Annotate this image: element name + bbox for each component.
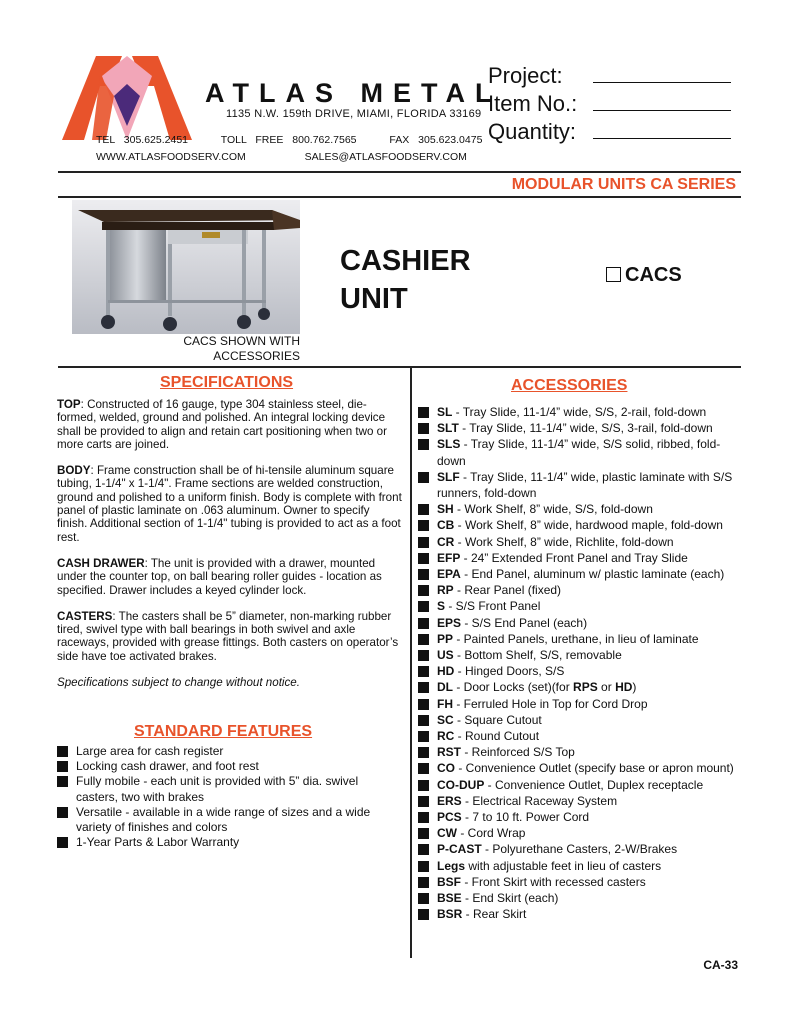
checkbox-icon <box>418 618 429 629</box>
accessory-item <box>418 777 743 793</box>
fax: FAX 305.623.0475 <box>389 134 483 146</box>
product-photo <box>72 200 300 334</box>
project-form <box>488 62 731 146</box>
checkbox-icon <box>418 682 429 693</box>
accessory-text: PP - Painted Panels, urethane, in lieu of laminate <box>437 631 699 646</box>
accessories-list <box>418 404 743 923</box>
accessory-item <box>418 517 743 533</box>
accessory-item <box>418 420 743 436</box>
accessory-item <box>418 550 743 566</box>
checkbox-icon <box>418 861 429 872</box>
checkbox-icon <box>418 763 429 774</box>
checkbox[interactable] <box>606 267 621 282</box>
list-item: 1-Year Parts & Labor Warranty <box>57 835 402 850</box>
accessory-item <box>418 825 743 841</box>
checkbox-icon <box>418 893 429 904</box>
accessory-text: BSF - Front Skirt with recessed casters <box>437 874 646 889</box>
checkbox-icon <box>418 796 429 807</box>
accessory-item <box>418 679 743 695</box>
checkbox-icon <box>418 909 429 920</box>
contact-web <box>96 151 523 163</box>
checkbox-icon <box>418 666 429 677</box>
product-title <box>340 242 471 318</box>
accessory-item <box>418 858 743 874</box>
list-item: Fully mobile - each unit is provided with 5” dia. swivel casters, two with brakes <box>57 774 402 804</box>
accessory-item <box>418 809 743 825</box>
checkbox-icon <box>418 812 429 823</box>
spec-item: BODY: Frame construction shall be of hi-tensile aluminum square tubing, 1-1/4" x 1-1/4". Frame sections are welded construction, ground and polished to a uniform finish. Body is complete with front panel of plastic laminate on .063 aluminum. Owner to specify finish. Additional section of 1-1/4" tubing is provided to act as a foot rest. <box>57 464 402 544</box>
accessory-text: HD - Hinged Doors, S/S <box>437 664 565 679</box>
accessory-item <box>418 501 743 517</box>
checkbox-icon <box>418 780 429 791</box>
photo-caption <box>160 334 300 364</box>
accessory-text: SLT - Tray Slide, 11-1/4” wide, S/S, 3-rail, fold-down <box>437 421 713 436</box>
contact-phones <box>96 134 506 146</box>
bullet-icon <box>57 776 68 787</box>
accessory-text: RP - Rear Panel (fixed) <box>437 583 562 598</box>
checkbox-icon <box>418 472 429 483</box>
bullet-icon <box>57 761 68 772</box>
standard-features-heading: STANDARD FEATURES <box>134 723 313 740</box>
spec-item: TOP: Constructed of 16 gauge, type 304 stainless steel, die-formed, welded, ground and polished. An integral locking device shall be provided to align and retain cart positioning when two or more carts are joined. <box>57 398 387 451</box>
accessory-text: SC - Square Cutout <box>437 712 542 727</box>
checkbox-icon <box>418 634 429 645</box>
list-item: Large area for cash register <box>57 744 402 759</box>
accessory-text: SH - Work Shelf, 8” wide, S/S, fold-down <box>437 502 653 517</box>
accessory-item <box>418 841 743 857</box>
email: SALES@ATLASFOODSERV.COM <box>304 151 467 163</box>
accessory-item <box>418 712 743 728</box>
checkbox-icon <box>418 407 429 418</box>
website: WWW.ATLASFOODSERV.COM <box>96 151 246 163</box>
bullet-icon <box>57 837 68 848</box>
accessory-text: BSR - Rear Skirt <box>437 907 527 922</box>
accessory-item <box>418 615 743 631</box>
accessory-item <box>418 469 743 501</box>
accessory-item <box>418 744 743 760</box>
model-option[interactable] <box>606 264 682 287</box>
title-line: CASHIER <box>340 245 471 277</box>
model-code: CACS <box>625 264 682 286</box>
accessory-item <box>418 647 743 663</box>
checkbox-icon <box>418 731 429 742</box>
accessory-text: EPS - S/S End Panel (each) <box>437 615 588 630</box>
accessory-text: CR - Work Shelf, 8” wide, Richlite, fold-down <box>437 534 674 549</box>
quantity-field[interactable] <box>593 118 731 139</box>
project-field[interactable] <box>593 62 731 83</box>
accessory-text: CO - Convenience Outlet (specify base or apron mount) <box>437 761 734 776</box>
item-label: Item No.: <box>488 91 578 116</box>
checkbox-icon <box>418 439 429 450</box>
accessory-text: Legs with adjustable feet in lieu of casters <box>437 858 662 873</box>
divider <box>58 196 741 198</box>
checkbox-icon <box>418 553 429 564</box>
accessory-item <box>418 890 743 906</box>
accessory-item <box>418 793 743 809</box>
tel: TEL 305.625.2451 <box>96 134 189 146</box>
accessory-item <box>418 663 743 679</box>
page-number: CA-33 <box>703 958 738 972</box>
spec-notice: Specifications subject to change without notice. <box>57 676 300 690</box>
accessory-item <box>418 760 743 776</box>
list-item: Locking cash drawer, and foot rest <box>57 759 402 774</box>
toll-free: TOLL FREE 800.762.7565 <box>220 134 357 146</box>
bullet-icon <box>57 807 68 818</box>
checkbox-icon <box>418 504 429 515</box>
checkbox-icon <box>418 650 429 661</box>
accessory-item <box>418 436 743 468</box>
accessory-item <box>418 582 743 598</box>
accessory-text: RC - Round Cutout <box>437 729 540 744</box>
divider <box>58 171 741 173</box>
column-divider <box>410 367 412 958</box>
accessory-item <box>418 534 743 550</box>
item-field[interactable] <box>593 90 731 111</box>
caption-line: ACCESSORIES <box>213 349 300 363</box>
accessory-text: FH - Ferruled Hole in Top for Cord Drop <box>437 696 648 711</box>
accessory-item <box>418 906 743 922</box>
checkbox-icon <box>418 569 429 580</box>
accessory-text: SLS - Tray Slide, 11-1/4” wide, S/S solid, ribbed, fold-down <box>437 437 721 468</box>
checkbox-icon <box>418 699 429 710</box>
checkbox-icon <box>418 877 429 888</box>
accessory-item <box>418 566 743 582</box>
accessory-text: EPA - End Panel, aluminum w/ plastic laminate (each) <box>437 567 725 582</box>
accessory-item <box>418 598 743 614</box>
accessory-item <box>418 404 743 420</box>
checkbox-icon <box>418 520 429 531</box>
checkbox-icon <box>418 423 429 434</box>
accessory-text: CB - Work Shelf, 8” wide, hardwood maple, fold-down <box>437 518 723 533</box>
list-item: Versatile - available in a wide range of sizes and a wide variety of finishes and colors <box>57 805 402 835</box>
spec-item: CASTERS: The casters shall be 5” diameter, non-marking rubber tired, swivel type with ball bearings in both swivel and axle raceways, provided with grease fittings. Both casters on operator’s side have toe activated brakes. <box>57 609 399 663</box>
specifications-heading: SPECIFICATIONS <box>160 374 294 391</box>
accessory-text: US - Bottom Shelf, S/S, removable <box>437 648 622 663</box>
spec-item: CASH DRAWER: The unit is provided with a drawer, mounted under the counter top, on ball bearing roller guides - location as specified. Drawer includes a keyed cylinder lock. <box>57 556 382 597</box>
accessory-text: BSE - End Skirt (each) <box>437 891 559 906</box>
accessory-text: RST - Reinforced S/S Top <box>437 745 575 760</box>
accessory-text: SLF - Tray Slide, 11-1/4” wide, plastic laminate with S/S runners, fold-down <box>437 469 733 501</box>
quantity-label: Quantity: <box>488 119 577 144</box>
checkbox-icon <box>418 585 429 596</box>
accessory-text: SL - Tray Slide, 11-1/4” wide, S/S, 2-rail, fold-down <box>437 405 707 419</box>
accessory-text: ERS - Electrical Raceway System <box>437 793 618 808</box>
company-address: 1135 N.W. 159th DRIVE, MIAMI, FLORIDA 33169 <box>226 108 482 120</box>
accessory-text: S - S/S Front Panel <box>437 599 541 614</box>
accessory-text: DL - Door Locks (set)(for RPS or HD) <box>437 680 637 695</box>
divider <box>58 366 741 368</box>
checkbox-icon <box>418 537 429 548</box>
checkbox-icon <box>418 601 429 612</box>
accessory-item <box>418 874 743 890</box>
accessory-text: CO-DUP - Convenience Outlet, Duplex receptacle <box>437 777 704 792</box>
atlas-logo <box>62 56 192 140</box>
bullet-icon <box>57 746 68 757</box>
brand-name: ATLAS METAL <box>205 78 502 108</box>
accessories-heading: ACCESSORIES <box>511 377 628 394</box>
accessory-item <box>418 728 743 744</box>
accessory-text: PCS - 7 to 10 ft. Power Cord <box>437 810 590 825</box>
checkbox-icon <box>418 747 429 758</box>
accessory-item <box>418 696 743 712</box>
title-line: UNIT <box>340 283 408 315</box>
checkbox-icon <box>418 715 429 726</box>
accessory-text: P-CAST - Polyurethane Casters, 2-W/Brakes <box>437 842 678 857</box>
accessory-text: EFP - 24” Extended Front Panel and Tray Slide <box>437 550 688 565</box>
caption-line: CACS SHOWN WITH <box>183 334 300 348</box>
accessory-text: CW - Cord Wrap <box>437 826 526 841</box>
specifications-body <box>57 398 402 702</box>
checkbox-icon <box>418 828 429 839</box>
checkbox-icon <box>418 844 429 855</box>
series-title: MODULAR UNITS CA SERIES <box>511 176 736 193</box>
accessory-item <box>418 631 743 647</box>
project-label: Project: <box>488 63 563 88</box>
standard-features-list <box>57 744 402 850</box>
